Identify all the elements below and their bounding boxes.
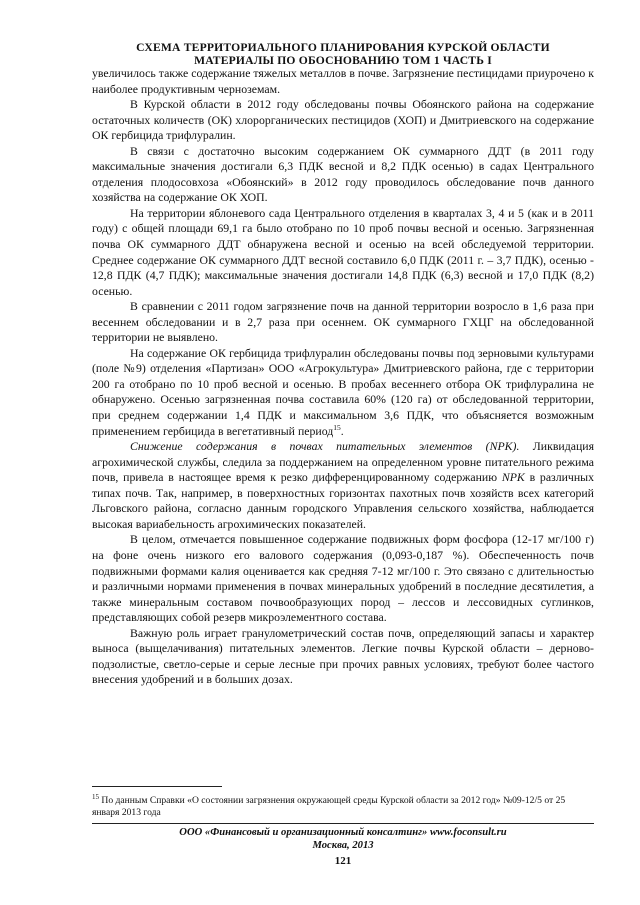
footnote xyxy=(92,792,594,819)
footnote-reference[interactable]: 15 xyxy=(333,422,341,432)
paragraph-text: в различных типах почв. Так, например, в поверхностных горизонтах пахотных почв хозяйств всех категорий Льговского района, согласно данным городского Управления сельского хозяйства, наблюдается высокая вариабельность агрохимических показателей. xyxy=(92,470,594,531)
footer-company: ООО «Финансовый и организационный консалтинг» www.foconsult.ru xyxy=(179,827,507,838)
body-text xyxy=(92,66,594,688)
section-lead-in: Снижение содержания в почвах питательных элементов (NPK). xyxy=(130,439,520,454)
running-header-title: СХЕМА ТЕРРИТОРИАЛЬНОГО ПЛАНИРОВАНИЯ КУРСКОЙ ОБЛАСТИ xyxy=(136,41,550,54)
paragraph: На содержание ОК гербицида трифлуралин обследованы почвы под зерновыми культурами (поле №9) отделения «Партизан» ООО «Агрокультура» Дмитриевского района, где с территории 200 га отобрано по 10 проб весной и осенью. В пробах весеннего отбора ОК трифлуралина не обнаружено. Осенью загрязненная почва составила 60% (120 га) от обследованной территории, при среднем содержании 1,4 ПДК и максимальном 3,6 ПДК, что объясняется возможным применением гербицида в вегетативный период$^{15}$. xyxy=(92,345,594,438)
footnote-divider xyxy=(92,786,222,787)
footer-divider xyxy=(92,823,594,824)
footer-city-year: Москва, 2013 xyxy=(312,840,374,851)
running-header-subtitle: МАТЕРИАЛЫ ПО ОБОСНОВАНИЮ ТОМ 1 ЧАСТЬ I xyxy=(194,54,492,67)
paragraph xyxy=(92,439,594,532)
paragraph: Важную роль играет гранулометрический состав почв, определяющий запасы и характер выноса (выщелачивания) питательных элементов. Легкие почвы Курской области – дерново-подзолистые, светло-серые и серые лесные при прочих равных условиях, требуют более частого внесения удобрений и в больших дозах. xyxy=(92,625,594,687)
page-number: 121 xyxy=(334,855,352,867)
npk-term: NPK xyxy=(501,470,525,485)
footnote-mark: 15 xyxy=(92,792,99,801)
paragraph: На территории яблоневого сада Центрального отделения в кварталах 3, 4 и 5 (как и в 2011 году) с общей площади 69,1 га было отобрано по 10 проб почвы весной и осенью. Загрязненная почва ОК суммарного ДДТ обнаружена весной и осенью на всей обследуемой территории. Среднее содержание ОК суммарного ДДТ весной составило 6,0 ПДК (2011 г. – 3,7 ПДК), осенью - 12,8 ПДК (4,7 ПДК); максимальные значения достигали 14,8 ПДК (6,3) весной и 17,0 ПДК (8,2) осенью. xyxy=(92,205,594,298)
paragraph: В целом, отмечается повышенное содержание подвижных форм фосфора (12-17 мг/100 г) на фоне очень низкого его валового содержания (0,093-0,187 %). Обеспеченность почв подвижными формами калия оценивается как средняя 7-12 мг/100 г. Это связано с длительностью и различными нормами применения в почвах минеральных удобрений в последние десятилетия, а также минеральным составом почвообразующих пород – лессов и лессовидных суглинков, представляющих собой резерв микроэлементного состава. xyxy=(92,532,594,625)
paragraph-text: На содержание ОК гербицида трифлуралин обследованы почвы под зерновыми культурами (поле №9) отделения «Партизан» ООО «Агрокультура» Дмитриевского района, где с территории 200 га отобрано по 10 проб весной и осенью. В пробах весеннего отбора ОК трифлуралина не обнаружено. Осенью загрязненная почва составила 60% (120 га) от обследованной территории, при среднем содержании 1,4 ПДК и максимальном 3,6 ПДК, что объясняется возможным применением гербицида в вегетативный период xyxy=(92,345,594,438)
paragraph: увеличилось также содержание тяжелых металлов в почве. Загрязнение пестицидами приурочено к наиболее продуктивным черноземам. xyxy=(92,66,594,96)
paragraph: В Курской области в 2012 году обследованы почвы Обоянского района на содержание остаточных количеств (ОК) хлорорганических пестицидов (ХОП) и Дмитриевского на содержание ОК гербицида трифлуралин. xyxy=(92,97,594,143)
paragraph: В связи с достаточно высоким содержанием ОК суммарного ДДТ (в 2011 году максимальные значения достигали 6,3 ПДК весной и 8,2 ПДК осенью) в садах Центрального отделения плодосовхоза «Обоянский» в 2012 году проводилось обследование почв данного хозяйства на содержание ОК ХОП. xyxy=(92,143,594,205)
paragraph: В сравнении с 2011 годом загрязнение почв на данной территории возросло в 1,6 раза при весеннем обследовании и в 2,7 раза при осеннем. ОК суммарного ГХЦГ на обследованной территории не выявлено. xyxy=(92,299,594,345)
paragraph-text: Ликвидация агрохимической службы, следила за поддержанием на определенном уровне питательного режима почв, привела в настоящее время к резко дифференцированному содержанию xyxy=(92,439,594,485)
footnote-text: По данным Справки «О состоянии загрязнения окружающей среды Курской области за 2012 год» №09-12/5 от 25 января 2013 года xyxy=(92,795,566,818)
